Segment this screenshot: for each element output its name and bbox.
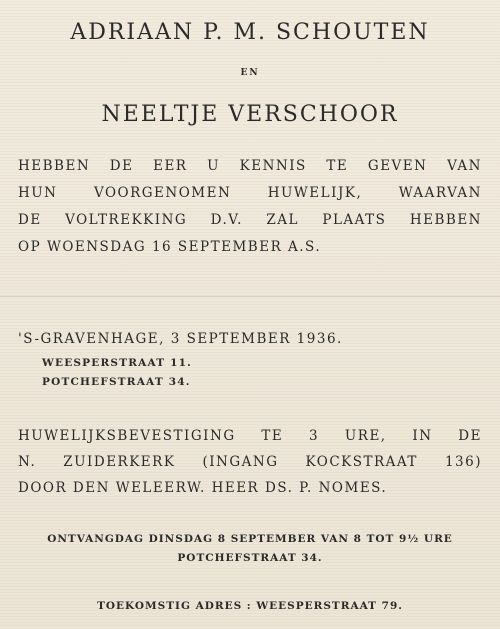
address-line-1: WEESPERSTRAAT 11. <box>42 357 192 369</box>
ceremony-line-1: HUWELIJKSBEVESTIGING TE 3 URE, IN DE <box>18 428 482 444</box>
announcement-line-1: HEBBEN DE EER U KENNIS TE GEVEN VAN <box>18 158 482 174</box>
bride-name: NEELTJE VERSCHOOR <box>101 102 399 127</box>
ceremony-line-3: DOOR DEN WELEERW. HEER DS. P. NOMES. <box>18 480 388 496</box>
ceremony-line-2: N. ZUIDERKERK (INGANG KOCKSTRAAT 136) <box>18 454 482 470</box>
conjunction: EN <box>240 68 260 78</box>
address-line-2: POTCHEFSTRAAT 34. <box>42 376 191 388</box>
groom-name: ADRIAAN P. M. SCHOUTEN <box>70 20 430 45</box>
future-address: TOEKOMSTIG ADRES : WEESPERSTRAAT 79. <box>97 600 403 612</box>
fold-line <box>0 296 500 297</box>
announcement-line-2: HUN VOORGENOMEN HUWELIJK, WAARVAN <box>18 185 482 201</box>
announcement-line-4: OP WOENSDAG 16 SEPTEMBER A.S. <box>18 239 322 255</box>
announcement-line-3: DE VOLTREKKING D.V. ZAL PLAATS HEBBEN <box>18 212 482 228</box>
reception-line-1: ONTVANGDAG DINSDAG 8 SEPTEMBER VAN 8 TOT 9½ URE <box>47 533 453 545</box>
reception-line-2: POTCHEFSTRAAT 34. <box>177 552 323 564</box>
place-date: 'S-GRAVENHAGE, 3 SEPTEMBER 1936. <box>18 331 343 347</box>
